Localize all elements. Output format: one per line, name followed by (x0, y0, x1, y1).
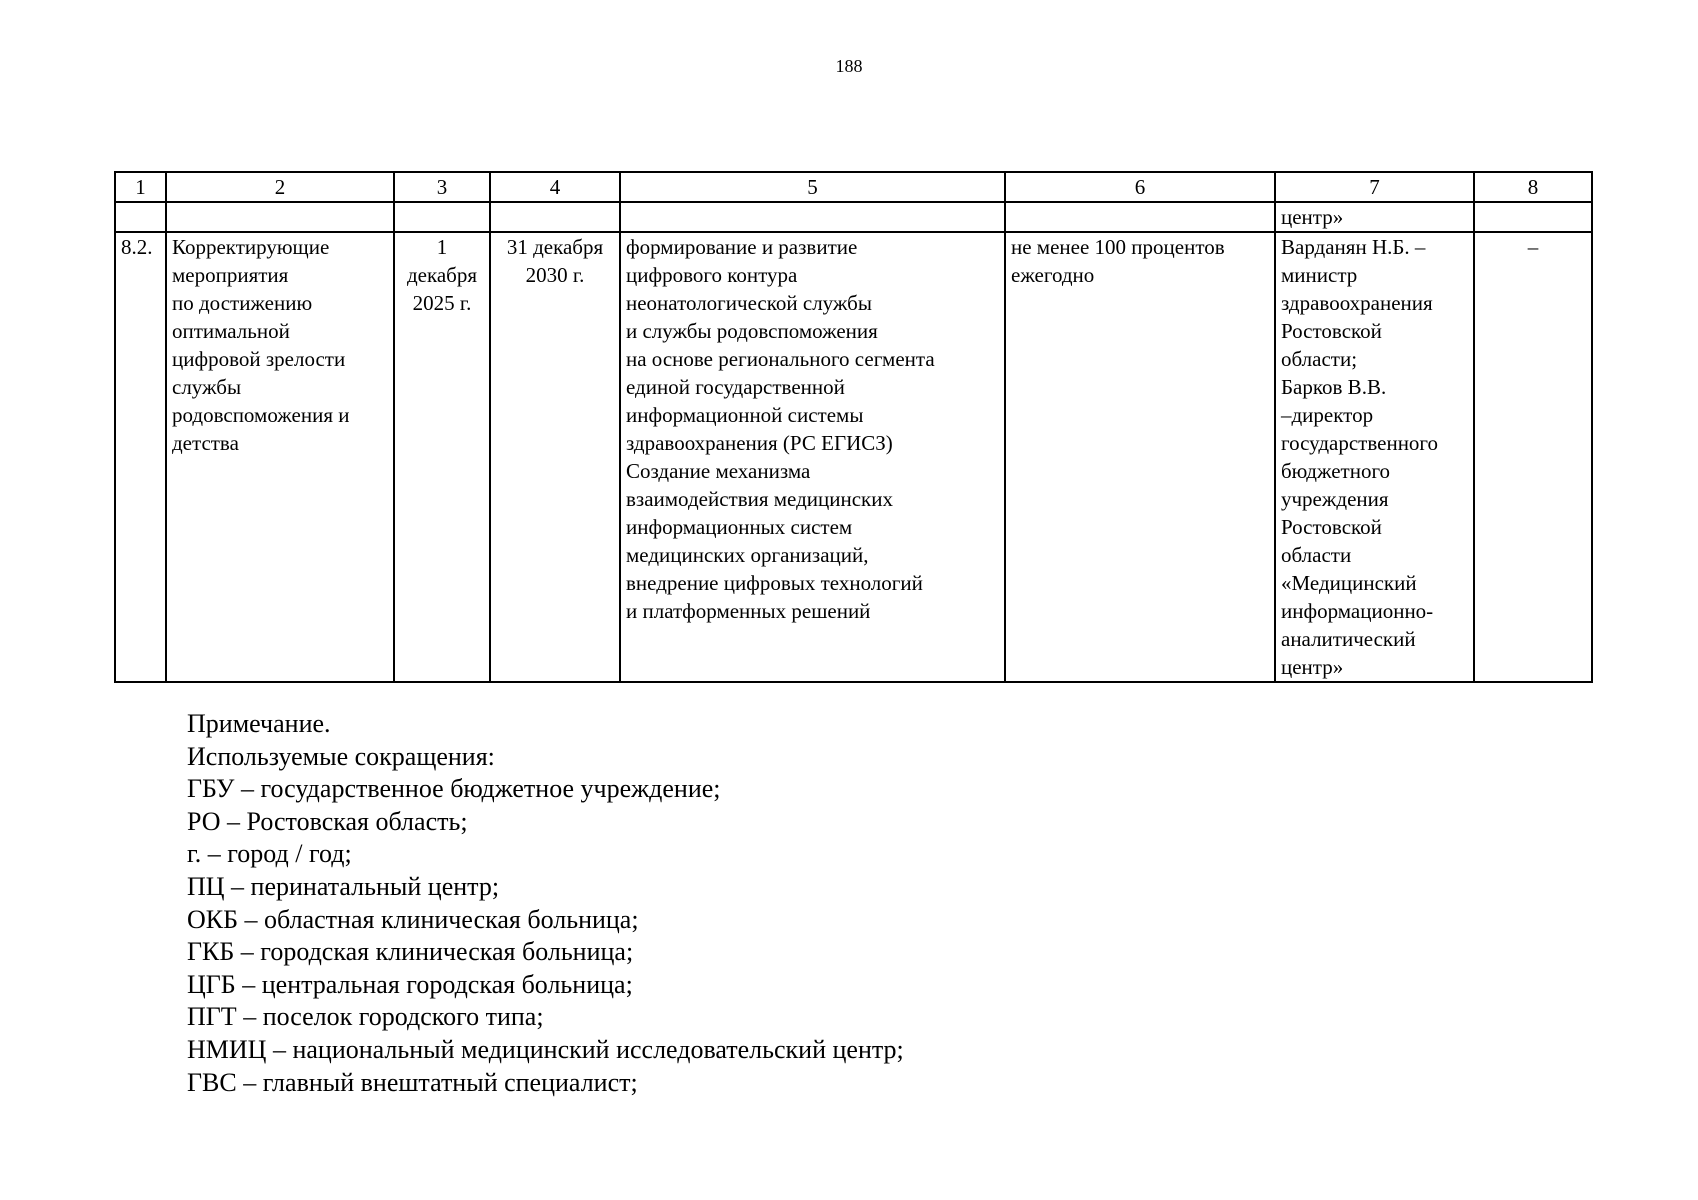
note-line: Используемые сокращения: (187, 741, 495, 771)
notes-title: Примечание. (187, 709, 331, 738)
note-line: НМИЦ – национальный медицинский исследовательский центр; (187, 1034, 904, 1064)
table-cell: центр» (1275, 202, 1474, 232)
note-line: г. – город / год; (187, 839, 352, 869)
page-number: 188 (835, 56, 863, 76)
note-line: ОКБ – областная клиническая больница; (187, 904, 639, 934)
column-number: 5 (620, 172, 1005, 202)
table-cell (394, 202, 490, 232)
table-cell (166, 202, 394, 232)
column-8-value: – (1474, 232, 1592, 682)
note-line: ЦГБ – центральная городская больница; (187, 969, 633, 999)
table-cell (620, 202, 1005, 232)
table-cell (1474, 202, 1592, 232)
table-cell (1005, 202, 1275, 232)
column-number: 6 (1005, 172, 1275, 202)
column-number: 4 (490, 172, 620, 202)
event-name: Корректирующие мероприятия по достижению оптимальной цифровой зрелости службы родовспоможения и детства (166, 232, 394, 682)
column-numbers-row (115, 172, 1592, 202)
expected-result: формирование и развитие цифрового контура неонатологической службы и службы родовспоможения на основе регионального сегмента единой государственной информационной системы здравоохранения (РС ЕГИСЗ) Создание механизма взаимодействия медицинских информационных систем медицинских организаций, внедрение цифровых технологий и платформенных решений (620, 232, 1005, 682)
table-cell (490, 202, 620, 232)
column-number: 2 (166, 172, 394, 202)
responsible-persons: Варданян Н.Б. – министр здравоохранения Ростовской области; Барков В.В. –директор государственного бюджетного учреждения Ростовской области «Медицинский информационно- аналитический центр» (1275, 232, 1474, 682)
notes-block (187, 708, 904, 1099)
note-line: ПГТ – поселок городского типа; (187, 1002, 544, 1032)
continuation-row (115, 202, 1592, 232)
column-number: 1 (115, 172, 166, 202)
table-cell (115, 202, 166, 232)
column-number: 7 (1275, 172, 1474, 202)
end-date: 31 декабря 2030 г. (490, 232, 620, 682)
note-line: ГБУ – государственное бюджетное учреждение; (187, 774, 721, 804)
events-table (114, 171, 1593, 683)
column-number: 8 (1474, 172, 1592, 202)
note-line: ПЦ – перинатальный центр; (187, 871, 500, 901)
indicator: не менее 100 процентов ежегодно (1005, 232, 1275, 682)
table-row (115, 232, 1592, 682)
start-date: 1 декабря 2025 г. (394, 232, 490, 682)
column-number: 3 (394, 172, 490, 202)
row-number: 8.2. (115, 232, 166, 682)
note-line: РО – Ростовская область; (187, 806, 468, 836)
note-line: ГВС – главный внештатный специалист; (187, 1067, 638, 1097)
note-line: ГКБ – городская клиническая больница; (187, 937, 634, 967)
